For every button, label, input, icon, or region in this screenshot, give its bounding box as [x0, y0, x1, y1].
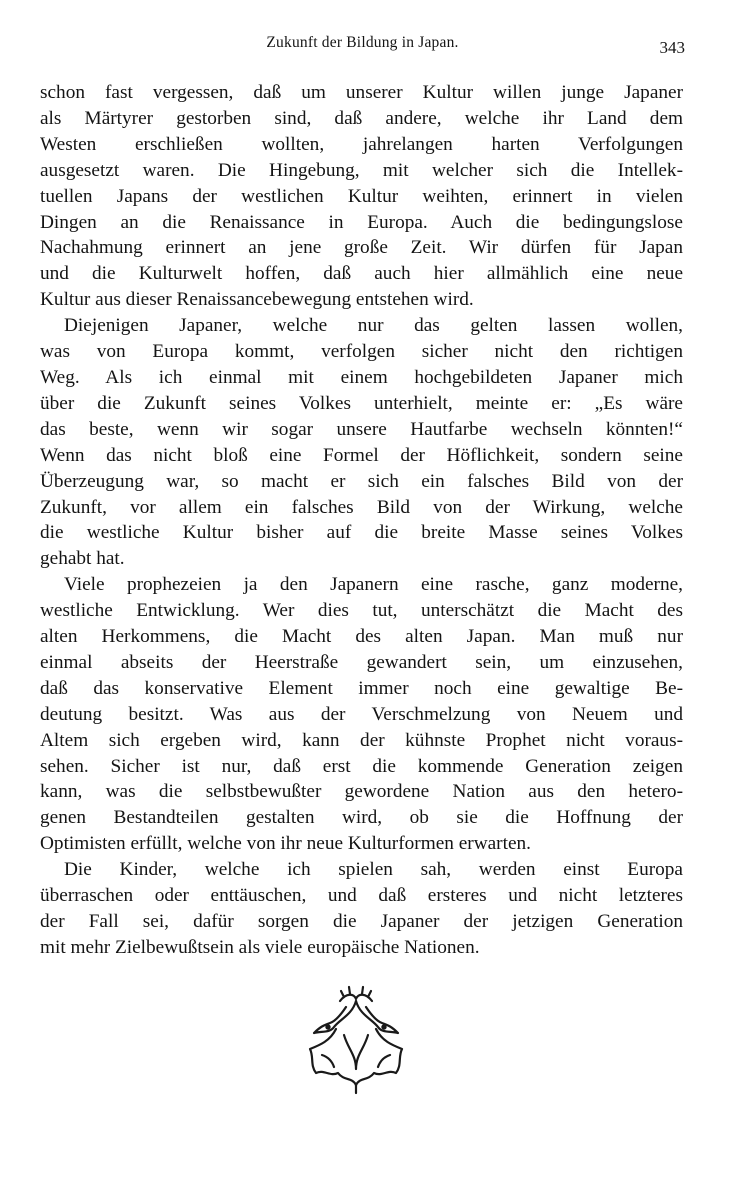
- text-line: tuellen Japans der westlichen Kultur weihten, erinnert in vielen: [40, 185, 683, 207]
- text-line: Altem sich ergeben wird, kann der kühnste Prophet nicht voraus-: [40, 729, 683, 751]
- text-line: Zukunft, vor allem ein falsches Bild von der Wirkung, welche: [40, 496, 683, 518]
- text-line: was von Europa kommt, verfolgen sicher nicht den richtigen: [40, 341, 683, 363]
- text-line: und die Kulturwelt hoffen, daß auch hier allmählich eine neue: [40, 263, 683, 285]
- page-number: 343: [659, 38, 685, 57]
- text-line: alten Herkommens, die Macht des alten Japan. Man muß nur: [40, 626, 683, 648]
- text-line: Optimisten erfüllt, welche von ihr neue Kulturformen erwarten.: [40, 833, 531, 855]
- text-line: gehabt hat.: [40, 548, 125, 570]
- text-line: Wenn das nicht bloß eine Formel der Höflichkeit, sondern seine: [40, 444, 683, 466]
- text-line: überraschen oder enttäuschen, und daß ersteres und nicht letzteres: [40, 885, 683, 907]
- text-line: als Märtyrer gestorben sind, daß andere, welche ihr Land dem: [40, 107, 683, 129]
- paragraph: [40, 80, 683, 313]
- text-line: Kultur aus dieser Renaissancebewegung entstehen wird.: [40, 289, 474, 311]
- paragraph: [40, 572, 683, 857]
- text-line: Westen erschließen wollten, jahrelangen harten Verfolgungen: [40, 133, 683, 155]
- text-line: schon fast vergessen, daß um unserer Kultur willen junge Japaner: [40, 82, 683, 103]
- text-line: Weg. Als ich einmal mit einem hochgebildeten Japaner mich: [40, 366, 683, 388]
- text-line: einmal abseits der Heerstraße gewandert sein, um einzusehen,: [40, 651, 683, 673]
- running-title: Zukunft der Bildung in Japan.: [266, 34, 459, 51]
- text-line: Die Kinder, welche ich spielen sah, werden einst Europa: [64, 859, 683, 881]
- text-line: über die Zukunft seines Volkes unterhielt, meinte er: „Es wäre: [40, 392, 683, 414]
- text-line: die westliche Kultur bisher auf die breite Masse seines Volkes: [40, 522, 683, 544]
- text-line: Nachahmung erinnert an jene große Zeit. Wir dürfen für Japan: [40, 237, 683, 259]
- paragraph: [40, 857, 683, 961]
- text-line: das beste, wenn wir sogar unsere Hautfarbe wechseln könnten!“: [40, 418, 683, 440]
- text-line: westliche Entwicklung. Wer dies tut, unterschätzt die Macht des: [40, 600, 683, 622]
- text-line: Diejenigen Japaner, welche nur das gelten lassen wollen,: [64, 315, 683, 337]
- body-text: [40, 80, 683, 961]
- page-header: [40, 30, 685, 58]
- text-line: ausgesetzt waren. Die Hingebung, mit welcher sich die Intellek-: [40, 159, 683, 181]
- text-line: mit mehr Zielbewußtsein als viele europäische Nationen.: [40, 936, 480, 958]
- text-line: genen Bestandteilen gestalten wird, ob sie die Hoffnung der: [40, 807, 683, 829]
- text-line: sehen. Sicher ist nur, daß erst die kommende Generation zeigen: [40, 755, 683, 777]
- text-line: Überzeugung war, so macht er sich ein falsches Bild von der: [40, 470, 683, 492]
- text-line: daß das konservative Element immer noch eine gewaltige Be-: [40, 677, 683, 699]
- twin-birds-vignette-icon: [300, 985, 412, 1097]
- text-line: der Fall sei, dafür sorgen die Japaner der jetzigen Generation: [40, 911, 683, 932]
- text-line: Viele prophezeien ja den Japanern eine rasche, ganz moderne,: [64, 574, 683, 596]
- text-line: kann, was die selbstbewußter gewordene Nation aus den hetero-: [40, 781, 683, 803]
- paragraph: [40, 313, 683, 572]
- text-line: deutung besitzt. Was aus der Verschmelzung von Neuem und: [40, 703, 683, 725]
- text-line: Dingen an die Renaissance in Europa. Auch die bedingungslose: [40, 211, 683, 233]
